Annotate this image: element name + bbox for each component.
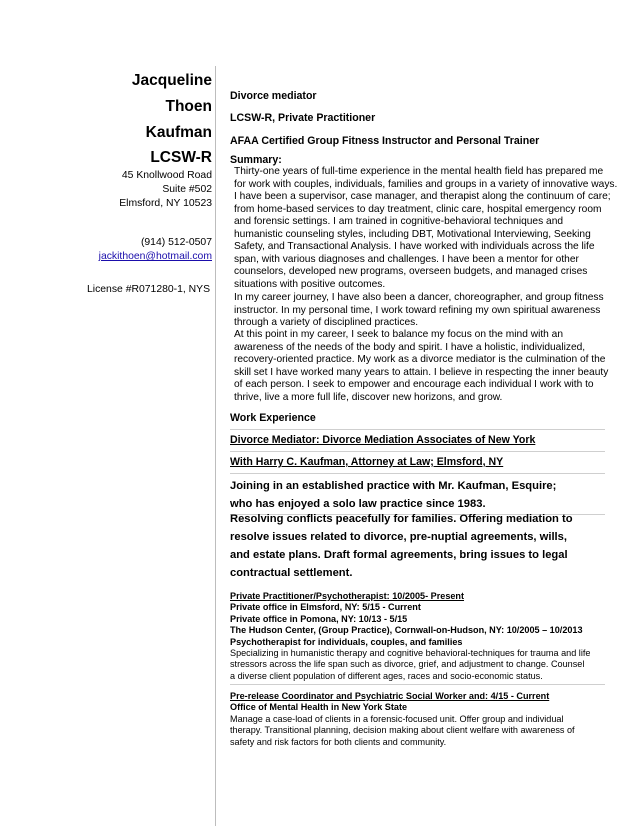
job-description-line: therapy. Transitional planning, decision making about client welfare with awareness of	[230, 725, 575, 736]
resolving-line: Resolving conflicts peacefully for families. Offering mediation to	[230, 513, 573, 525]
job-role: Psychotherapist for individuals, couples, and families	[230, 636, 463, 647]
job-title: Pre-release Coordinator and Psychiatric Social Worker and: 4/15 - Current	[230, 691, 550, 701]
job-description-line: stressors across the life span such as divorce, grief, and adjustment to change. Counsel	[230, 659, 585, 670]
job-employer: Office of Mental Health in New York State	[230, 702, 408, 713]
summary-line: recovery-oriented practice. My work as a divorce mediator is the culmination of the	[234, 354, 606, 365]
name-first: Jacqueline	[131, 72, 212, 89]
work-experience-heading: Work Experience	[230, 412, 316, 424]
name-middle: Thoen	[165, 98, 212, 115]
license-number: License #R071280-1, NYS	[87, 284, 211, 295]
contact-sidebar	[0, 0, 212, 826]
summary-line: thrive, live a more full life, discover new horizons, and grow.	[234, 391, 503, 403]
job-entry-private-practice	[230, 591, 590, 682]
joining-statement	[230, 477, 556, 513]
summary-line: from home-based services to day treatment, clinic care, hospital emergency room	[234, 203, 602, 215]
section-rule	[230, 473, 605, 474]
job-description-line: Specializing in humanistic therapy and cognitive behavioral-techniques for trauma and life	[230, 648, 591, 659]
section-rule	[230, 451, 605, 452]
job-title: Private Practitioner/Psychotherapist: 10/2005- Present	[230, 591, 465, 601]
phone-number: (914) 512-0507	[140, 237, 212, 248]
summary-line: skill set I have worked many years to attain. I believe in respecting the inner beauty	[234, 366, 609, 378]
summary-line: through a variety of disciplined practices.	[234, 317, 419, 328]
summary-line: of each person. I seek to empower and encourage each individual I work with to	[234, 379, 594, 390]
summary-line: span, with various diagnoses and challenges. I have been a mentor for other	[234, 253, 579, 265]
name-credential: LCSW-R	[150, 149, 212, 166]
job-entry-omh	[230, 691, 575, 748]
summary-line: situations with positive outcomes.	[234, 278, 386, 290]
resolving-line: contractual settlement.	[230, 567, 353, 579]
mediator-title: Divorce Mediator: Divorce Mediation Associates of New York	[230, 434, 536, 446]
column-divider	[215, 66, 216, 826]
summary-line: I have been a supervisor, case manager, and therapist along the continuum of care;	[234, 191, 611, 202]
joining-line: Joining in an established practice with Mr. Kaufman, Esquire;	[230, 480, 557, 492]
summary-line: humanistic counseling styles, including DBT, Motivational Interviewing, Seeking	[234, 228, 591, 240]
title-divorce-mediator: Divorce mediator	[230, 90, 317, 102]
resolving-line: resolve issues related to divorce, pre-nuptial agreements, wills,	[230, 531, 567, 543]
address-line: Elmsford, NY 10523	[119, 198, 212, 209]
job-location: Private office in Elmsford, NY: 5/15 - Current	[230, 602, 421, 613]
summary-line: for work with couples, individuals, families and groups in a variety of innovative ways.	[234, 178, 618, 190]
section-rule	[230, 429, 605, 430]
joining-line: who has enjoyed a solo law practice since 1983.	[230, 498, 486, 510]
job-description-line: safety and risk factors for both clients and community.	[230, 736, 447, 747]
summary-line: Thirty-one years of full-time experience in the mental health field has prepared me	[234, 166, 604, 177]
email-link[interactable]: jackithoen@hotmail.com	[98, 251, 212, 262]
name-last: Kaufman	[145, 124, 212, 141]
summary-line: Safety, and Transactional Analysis. I have worked with individuals across the life	[234, 241, 595, 252]
summary-line: counselors, developed new programs, overseen budgets, and managed crises	[234, 266, 588, 277]
resolving-statement	[230, 510, 573, 582]
address-line: 45 Knollwood Road	[121, 170, 212, 181]
summary-paragraph	[234, 166, 617, 291]
title-lcsw: LCSW-R, Private Practitioner	[230, 112, 376, 124]
summary-line: and forensic settings. I am trained in cognitive-behavioral techniques and	[234, 216, 564, 227]
address-line: Suite #502	[162, 184, 212, 195]
job-description-line: Manage a case-load of clients in a forensic-focused unit. Offer group and individual	[230, 713, 564, 724]
title-afaa: AFAA Certified Group Fitness Instructor and Personal Trainer	[230, 135, 540, 147]
summary-line: awareness of the needs of the body and spirit. I have a holistic, individualized,	[234, 341, 586, 353]
job-description-line: a diverse client population of different ages, races and socio-economic status.	[230, 670, 543, 681]
mediator-employer: With Harry C. Kaufman, Attorney at Law; Elmsford, NY	[230, 456, 504, 468]
summary-line: In my career journey, I have also been a dancer, choreographer, and group fitness	[234, 292, 604, 303]
summary-line: instructor. In my personal time, I work toward refining my own spiritual awareness	[234, 304, 601, 316]
summary-label: Summary:	[230, 154, 282, 166]
summary-paragraph	[234, 292, 604, 330]
job-location: The Hudson Center, (Group Practice), Cornwall-on-Hudson, NY: 10/2005 – 10/2013	[230, 625, 583, 636]
section-rule	[230, 684, 605, 685]
resolving-line: and estate plans. Draft formal agreements, bring issues to legal	[230, 549, 568, 561]
job-location: Private office in Pomona, NY: 10/13 - 5/15	[230, 613, 408, 624]
summary-paragraph	[234, 329, 608, 404]
summary-line: At this point in my career, I seek to balance my focus on the mind with an	[234, 329, 563, 340]
